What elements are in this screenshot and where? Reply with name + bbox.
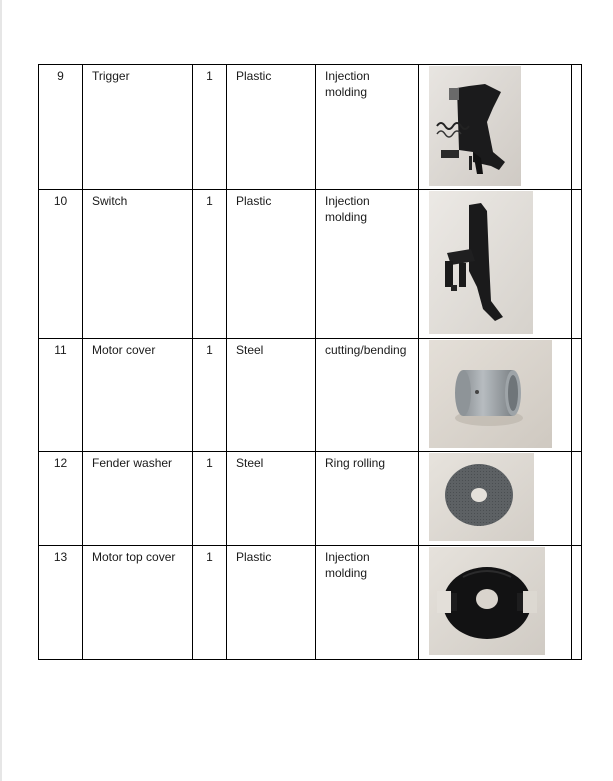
part-material: Plastic (227, 546, 316, 660)
part-material: Steel (227, 452, 316, 546)
part-quantity: 1 (193, 339, 227, 452)
part-process: Ring rolling (316, 452, 419, 546)
part-material: Plastic (227, 190, 316, 339)
part-name: Motor top cover (83, 546, 193, 660)
part-material: Steel (227, 339, 316, 452)
table-row (39, 546, 582, 660)
table-row (39, 190, 582, 339)
part-process: cutting/bending (316, 339, 419, 452)
part-name: Fender washer (83, 452, 193, 546)
part-process: Injection molding (316, 190, 419, 339)
motor-cover-photo (429, 340, 552, 448)
part-number: 11 (39, 339, 83, 452)
table-row (39, 339, 582, 452)
parts-table (38, 64, 582, 660)
part-quantity: 1 (193, 452, 227, 546)
part-photo-cell (419, 190, 572, 339)
part-number: 12 (39, 452, 83, 546)
part-name: Trigger (83, 65, 193, 190)
part-quantity: 1 (193, 65, 227, 190)
trigger-photo (429, 66, 521, 186)
fender-washer-photo (429, 453, 534, 541)
part-photo-cell (419, 65, 572, 190)
part-photo-cell (419, 339, 572, 452)
part-name: Motor cover (83, 339, 193, 452)
part-quantity: 1 (193, 190, 227, 339)
part-number: 13 (39, 546, 83, 660)
part-quantity: 1 (193, 546, 227, 660)
part-process: Injection molding (316, 65, 419, 190)
part-number: 9 (39, 65, 83, 190)
part-material: Plastic (227, 65, 316, 190)
part-name: Switch (83, 190, 193, 339)
motor-top-cover-photo (429, 547, 545, 655)
switch-photo (429, 191, 533, 334)
table-row (39, 452, 582, 546)
part-photo-cell (419, 452, 572, 546)
part-photo-cell (419, 546, 572, 660)
part-number: 10 (39, 190, 83, 339)
table-row (39, 65, 582, 190)
part-process: Injection molding (316, 546, 419, 660)
page-edge (0, 0, 2, 781)
